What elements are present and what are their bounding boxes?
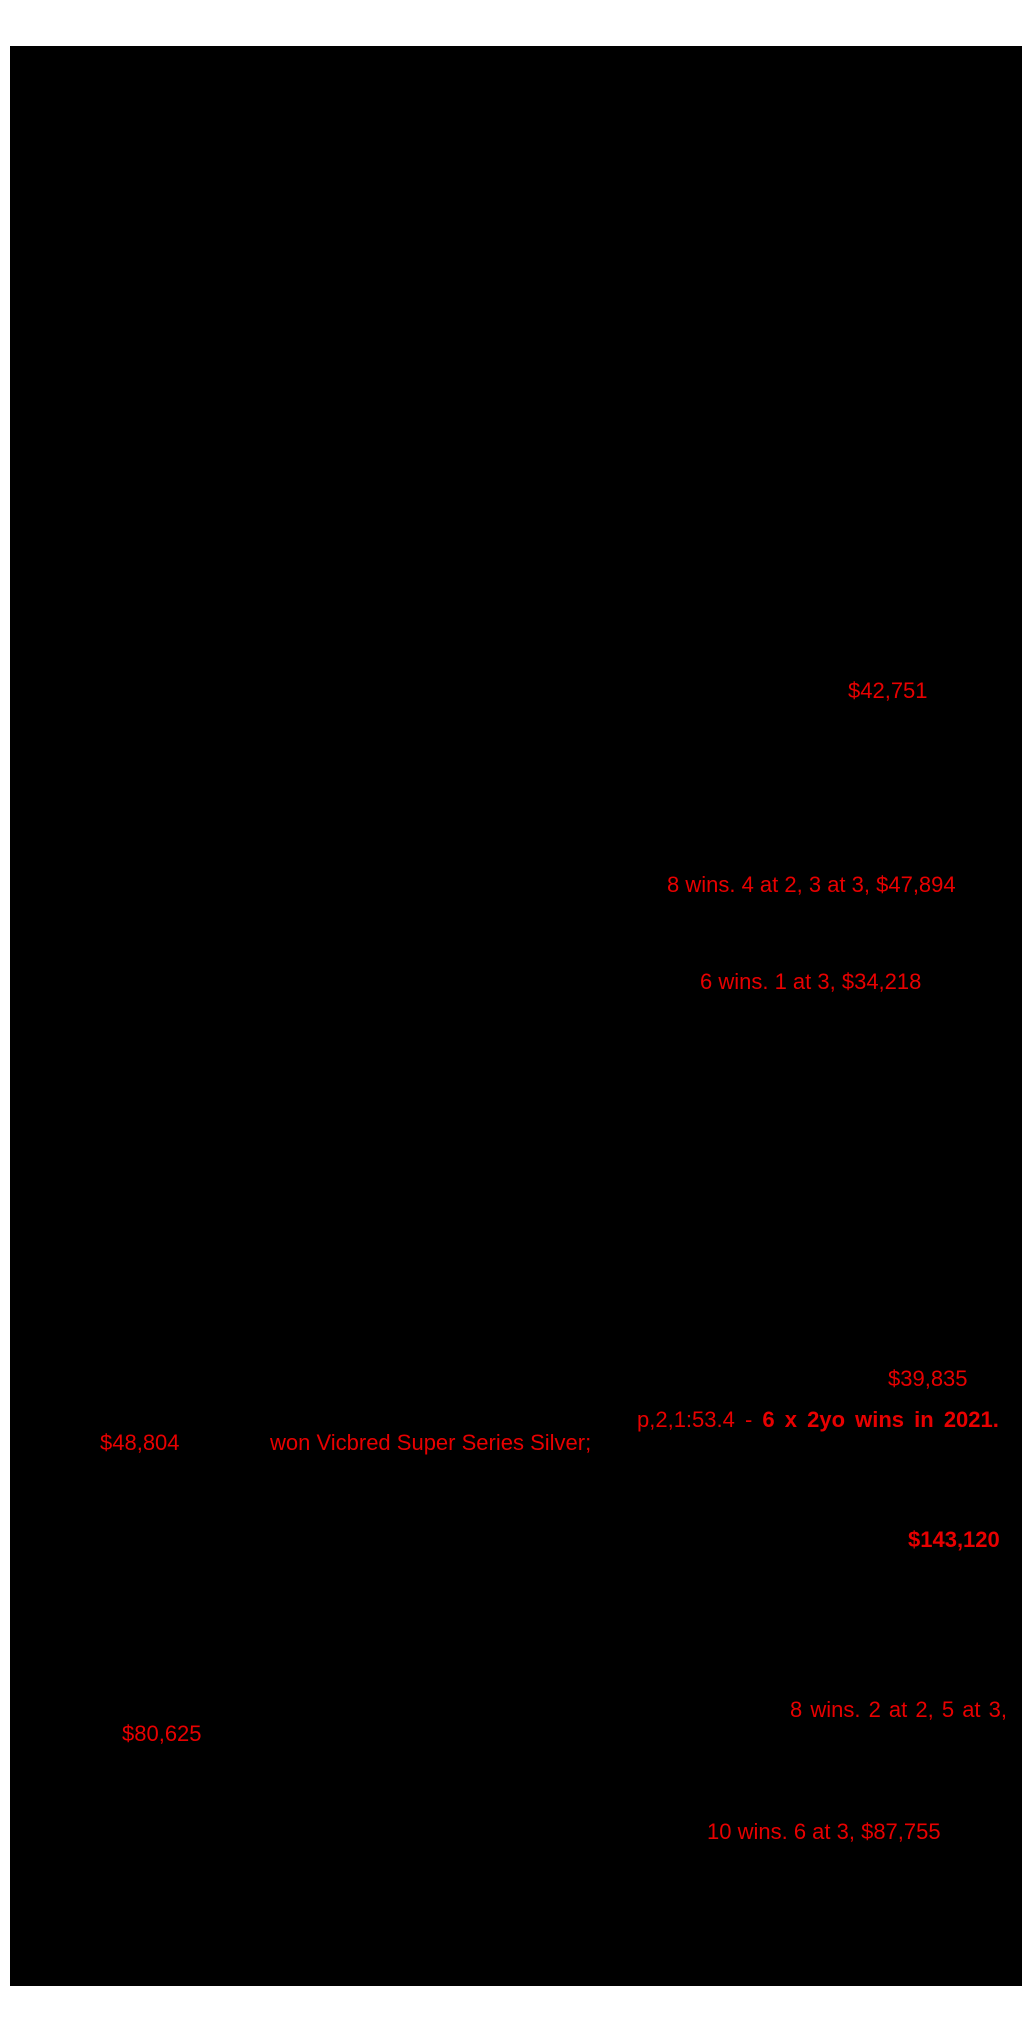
earnings-text-2: $39,835 <box>888 1366 968 1391</box>
two-yo-wins-bold-text: 6 x 2yo wins in 2021. <box>762 1407 999 1432</box>
earnings-text-3: $48,804 <box>100 1430 180 1455</box>
mile-rate-text: p,2,1:53.4 - <box>637 1407 763 1432</box>
race-record-text-2: 6 wins. 1 at 3, $34,218 <box>700 969 922 994</box>
document-sheet <box>10 46 1022 1986</box>
earnings-text-5: $80,625 <box>122 1721 202 1746</box>
earnings-text-1: $42,751 <box>848 678 928 703</box>
mile-rate-line <box>637 1407 999 1433</box>
race-win-note-text: won Vicbred Super Series Silver; <box>270 1430 592 1455</box>
earnings-text-4-bold: $143,120 <box>908 1527 1000 1552</box>
race-record-text-4: 10 wins. 6 at 3, $87,755 <box>707 1819 941 1844</box>
race-record-text-3: 8 wins. 2 at 2, 5 at 3, <box>790 1697 1008 1722</box>
race-record-text-1: 8 wins. 4 at 2, 3 at 3, $47,894 <box>667 872 956 897</box>
